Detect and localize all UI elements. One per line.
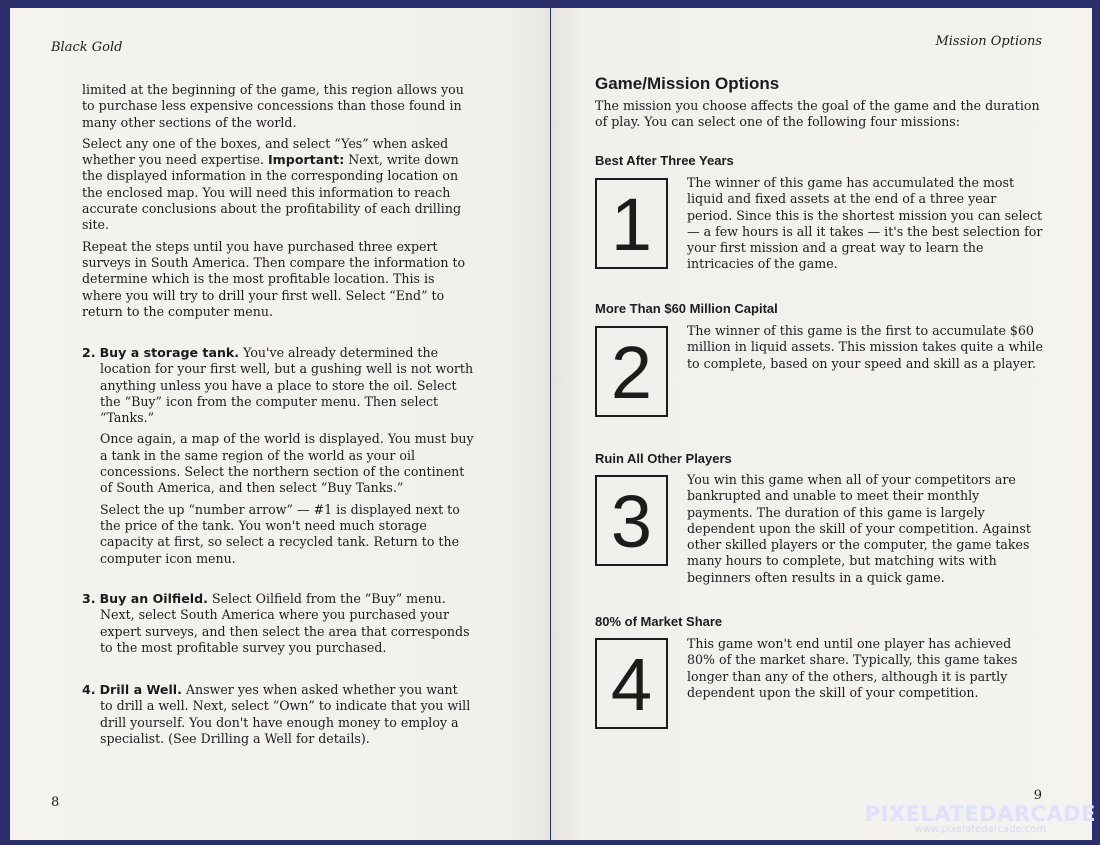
watermark-brand: PIXELATEDARCADE	[864, 802, 1096, 826]
step-text: Answer yes when asked whether you want to drill a well. Next, select “Own” to indicate that you will drill yourself. You don't have enough money to employ a specialist. (See Drilling a Well for details).	[100, 682, 471, 746]
step-number: 3.	[82, 591, 96, 606]
left-page-number: 8	[51, 795, 60, 810]
step-heading: Buy a storage tank.	[99, 345, 240, 360]
step-text: You've already determined the location for your first well, but a gushing well is not worth anything unless you have a place to store the oil. Select the “Buy” icon from the computer menu. Then select “Tanks.”	[100, 345, 474, 426]
intro-text	[82, 82, 474, 325]
right-page	[551, 8, 1092, 840]
left-running-head: Black Gold	[51, 40, 123, 55]
mission-3-number-box: 3	[595, 475, 668, 566]
mission-1-text: The winner of this game has accumulated the most liquid and fixed assets at the end of a three year period. Since this is the shortest mission you can select — a few hours is all it takes — it's the best selection for your first mission and a great way to learn the intricacies of the game.	[687, 175, 1043, 272]
intro-paragraph-1: limited at the beginning of the game, this region allows you to purchase less expensive concessions than those found in many other sections of the world.	[82, 82, 464, 130]
intro-paragraph-2: Select any one of the boxes, and select “Yes” when asked whether you need expertise. Important: Next, write down the displayed information in the corresponding location on the enclosed map. You will need this information to reach accurate conclusions about the profitability of each drilling site.	[82, 135, 462, 233]
mission-4-number-box: 4	[595, 638, 668, 729]
mission-3-text: You win this game when all of your competitors are bankrupted and unable to meet their monthly payments. The duration of this game is largely dependent upon the skill of your competition. Against other skilled players or the computer, the game takes many hours to complete, but matching wits with beginners often results in a quick game.	[687, 472, 1031, 585]
mission-4-text: This game won't end until one player has achieved 80% of the market share. Typically, this game takes longer than any of the others, although it is partly dependent upon the skill of your competition.	[687, 636, 1018, 700]
mission-3-title: Ruin All Other Players	[595, 451, 732, 466]
mission-2-text: The winner of this game is the first to accumulate $60 million in liquid assets. This mission takes quite a while to complete, based on your speed and skill as a player.	[687, 323, 1044, 371]
mission-2-number-box: 2	[595, 326, 668, 417]
right-running-head: Mission Options	[935, 34, 1042, 49]
section-intro: The mission you choose affects the goal of the game and the duration of play. You can select one of the following four missions:	[595, 98, 1040, 130]
watermark-url: www.pixelatedarcade.com	[914, 824, 1047, 835]
step-heading: Buy an Oilfield.	[99, 591, 208, 606]
right-page-number: 9	[1033, 788, 1042, 803]
important-label: Important:	[268, 152, 345, 168]
intro-paragraph-3: Repeat the steps until you have purchased three expert surveys in South America. Then compare the information to determine which is the most profitable location. This is where you will try to drill your first well. Select “End” to return to the computer menu.	[82, 238, 466, 319]
step-number: 4.	[82, 682, 96, 697]
step-2-paragraph-2: Once again, a map of the world is displayed. You must buy a tank in the same region of the world as your oil concessions. Select the northern section of the continent of South America, and then select “Buy Tanks.”	[100, 431, 474, 496]
step-heading: Drill a Well.	[99, 682, 182, 697]
step-2	[82, 345, 474, 572]
mission-4-title: 80% of Market Share	[595, 614, 723, 629]
mission-2-title: More Than $60 Million Capital	[595, 301, 778, 316]
step-4	[82, 682, 474, 752]
mission-1-number-box: 1	[595, 178, 668, 269]
step-3	[82, 591, 474, 661]
step-2-paragraph-3: Select the up “number arrow” — #1 is displayed next to the price of the tank. You won't need much storage capacity at first, so select a recycled tank. Return to the computer icon menu.	[100, 501, 460, 566]
step-number: 2.	[82, 345, 96, 360]
section-heading: Game/Mission Options	[595, 74, 780, 93]
step-text: Select Oilfield from the “Buy” menu. Next, select South America where you purchased your expert surveys, and then select the area that corresponds to the most profitable survey you purchased.	[100, 591, 470, 655]
watermark	[865, 802, 1096, 835]
mission-1-title: Best After Three Years	[595, 153, 734, 168]
left-page	[10, 8, 550, 840]
